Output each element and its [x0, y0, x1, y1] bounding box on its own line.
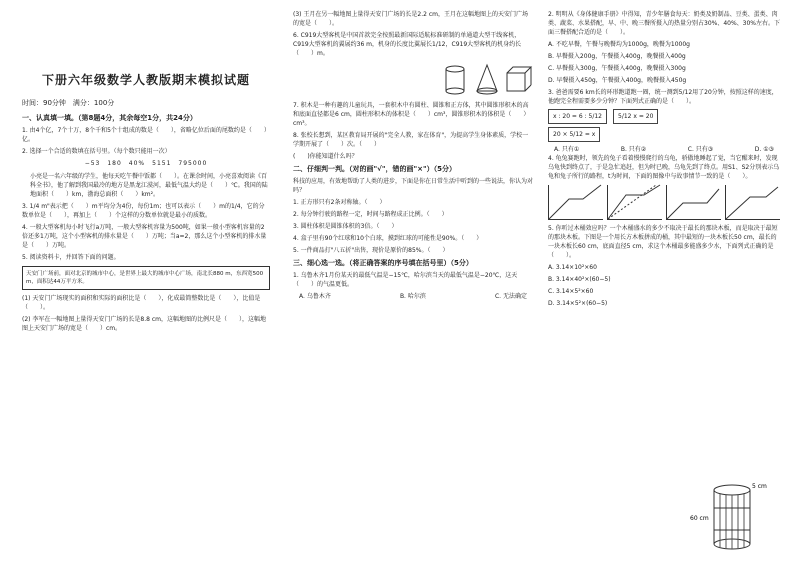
question-8b: ( )你能知道什么吗？: [293, 153, 358, 160]
judge-1: 1. 正方形只有2条对称轴。（ ）: [293, 199, 386, 206]
option-c[interactable]: C. 无法确定: [494, 293, 527, 300]
select-1: 1. 乌鲁木齐1月份某天的最低气温是−15℃，哈尔滨当天的最低气温是−20℃，这天（ ）的气温更低。: [293, 272, 518, 288]
select-5-option-a: A. 3.14×10²×60: [548, 264, 597, 271]
section-2-heading: 二、仔细判一判。（对的画"√"，错的画"×"）（5分）: [293, 165, 456, 173]
select-5-option-d: D. 3.14×5²×(60−5): [548, 300, 608, 307]
select-3-options: [548, 145, 780, 154]
question-5: 5. 阅读资料卡，并回答下面的问题。: [22, 254, 120, 261]
graph-a[interactable]: [548, 185, 603, 220]
select-3: 3. 爸爸需要6 km长的环形跑道跑一圈，统一测到5/12用了20分钟，按照这样的速度，他跑完全程需要多少分钟？下面列式正确的是（ ）。: [548, 89, 778, 105]
option-a[interactable]: A. 只有①: [554, 146, 580, 153]
wooden-barrel-figure: [690, 480, 767, 552]
select-4: 4. 龟兔赛跑时，领先的兔子看着慢慢爬行的乌龟，骄傲地睡起了觉，当它醒来时，发现乌龟快到终点了，于是急忙追赶，但为时已晚，乌龟先到了终点。用S1、S2分别表示乌龟和兔子所行的路程，t为时间，下面的图像中与故事情节一致的是（ ）。: [548, 155, 780, 180]
select-2-option-c: C. 早餐摄入300g，午餐摄入400g，晚餐摄入300g: [548, 65, 686, 72]
judge-4: 4. 盒子里有90个红球和10个白球，摸到红球的可能性是90%。（ ）: [293, 235, 483, 242]
equation-2: 5/12 x = 20: [613, 109, 658, 124]
question-6: 6. C919大型客机是中国首款完全按照最新国际适航标准研制的单通道大型干线客机，C919大型客机的翼展约36 m，机身的长度比翼展长1/12，C919大型客机的机身约长（ ）m。: [293, 32, 522, 57]
equation-3: 20 × 5/12 = x: [548, 127, 600, 142]
time-label: 时间：90分钟: [22, 99, 66, 107]
option-c[interactable]: C. 只有③: [687, 146, 714, 153]
graph-b[interactable]: [607, 185, 662, 220]
select-1-options: [293, 292, 533, 301]
solid-shapes-figure: [293, 61, 533, 99]
option-d[interactable]: D. ①③: [754, 146, 774, 153]
section-1-heading: 一、认真填一填。（第8题4分，其余每空1分，共24分）: [22, 114, 197, 122]
judge-intro: 科技的应用，有效地帮助了人类的进步，下面是你在日常生活中听到的一些说法，你认为对吗？: [293, 178, 534, 194]
column-middle: [293, 10, 533, 301]
option-a[interactable]: A. 乌鲁木齐: [299, 293, 331, 300]
select-2-option-d: D. 早餐摄入450g，午餐摄入400g，晚餐摄入450g: [548, 77, 687, 84]
exam-meta: [22, 99, 270, 108]
select-5-option-b: B. 3.14×40²×(60−5): [548, 276, 611, 283]
column-left: [22, 10, 270, 336]
question-3: 3. 1/4 m"表示把（ ）m平均分为4份，每份1m；也可以表示（ ）m的1/4，它的分数单位是（ ），再加上（ ）个这样的分数单位就是最小的质数。: [22, 203, 265, 219]
column-right: [548, 10, 780, 311]
judge-3: 3. 圆柱体积是圆锥体积的3倍。（ ）: [293, 223, 398, 230]
graph-c[interactable]: [666, 185, 721, 220]
question-5b: (2) 李军在一幅地图上量得天安门广场的长是8.8 cm，这幅地图的比例尺是（ ），这幅地图上天安门广场的宽是（ ）cm。: [22, 316, 267, 332]
question-4: 4. 一般大型客机每小时飞行a万吨，一般大型客机容量为500吨，如果一般小型客机容量的2倍还多1万吨，这个小型客机的排水量是（ ）万吨；当a=2，那么这个小型客机的排水量是（ ）万吨。: [22, 224, 267, 249]
cylinder-cone-cube-figure: [443, 61, 533, 99]
select-2-option-b: B. 早餐摄入200g，午餐摄入400g，晚餐摄入400g: [548, 53, 686, 60]
graph-d[interactable]: [725, 185, 780, 220]
score-label: 满分：100分: [72, 99, 115, 107]
select-5-option-c: C. 3.14×5²×60: [548, 288, 594, 295]
page-title: 下册六年级数学人教版期末模拟试题: [41, 73, 250, 87]
question-5c: (3) 王月在另一幅地图上量得天安门广场的长是2.2 cm，王月在这幅地图上的天安门广场的宽是（ ）。: [293, 11, 529, 27]
equation-row-2: [548, 127, 780, 142]
barrel-diameter-label: 5 cm: [752, 483, 767, 490]
question-1: 1. 由4个亿，7个十万，8个千和5个十组成的数是（ ），省略亿位后面的尾数约是（ ）亿。: [22, 127, 270, 143]
question-2-text: 小亮是一名六年级的学生，他每天吃午餐中饭都（ ）。在课余时间，小亮喜欢阅读《百科全书》，他了解到我国最冷的地方是黑龙江漠河，最低气温大约是（ ）℃。我国的陆地面积（ ）km，渤海总面积（ ）km²。: [30, 173, 268, 198]
number-choices: −53 180 40% 5151 795000: [84, 160, 208, 167]
question-7: 7. 积木是一种有趣的儿童玩具，一套积木中有圆柱、圆锥和正方体，其中圆锥形积木的高和底面直径都是6 cm，圆柱形积木的体积是（ ）cm³，圆锥形积木的体积是（ ）cm³。: [293, 102, 530, 127]
select-5: 5. 你听过木桶效应吗？一个木桶盛水的多少不取决于最长的那块木板，而是取决于最短的那块木板。下图是一个用长方木板拼成的桶，其中最短的一块木板长50 cm，最长的一块木板长60 cm，底面直径5 cm，求这个木桶最多能盛多少水，下面列式正确的是（ ）。: [548, 225, 778, 259]
section-3-heading: 三、细心选一选。（将正确答案的序号填在括号里）（5分）: [293, 259, 473, 267]
question-5a: (1) 天安门广场现实的面积和实际的面积比是（ ），化成最简整数比是（ ），比值是（ ）。: [22, 295, 261, 311]
question-8: 8. 张校长想到，某区教育局开展的"完全人教，家在体育"，为提高学生身体素质，学校一学期开展了（ ）次。（ ）: [293, 132, 529, 148]
question-2: 2. 选择一个合适的数填在括号里。（每个数只能用一次）: [22, 148, 171, 155]
option-b[interactable]: B. 只有②: [620, 146, 647, 153]
race-graphs: [548, 185, 780, 220]
judge-5: 5. 一件商品打"八五折"出售，现价是原价的85%。（ ）: [293, 247, 449, 254]
equation-row: [548, 109, 780, 124]
option-b[interactable]: B. 哈尔滨: [399, 293, 426, 300]
info-card: 天安门广场前，面对北京的城市中心，是世界上最大的城市中心广场，南北长880 m，东西宽500 m，面积达44万平方米。: [22, 266, 270, 290]
equation-1: x : 20 = 6 : 5/12: [548, 109, 607, 124]
select-2-option-a: A. 不吃早餐，午餐与晚餐均为1000g，晚餐为1000g: [548, 41, 690, 48]
barrel-height-label: 60 cm: [690, 515, 709, 522]
select-2: 2. 明明从《身体健康手册》中得知，青少年膳食每天：奶类及奶制品、豆类、蛋类、肉类、蔬菜、水果搭配，早、中、晚三餐所摄入的热量分别占30%、40%、30%左右。下面三餐搭配合适的是（ ）。: [548, 11, 781, 36]
judge-2: 2. 每分钟行驶的路程一定，时间与路程成正比例。（ ）: [293, 211, 448, 218]
